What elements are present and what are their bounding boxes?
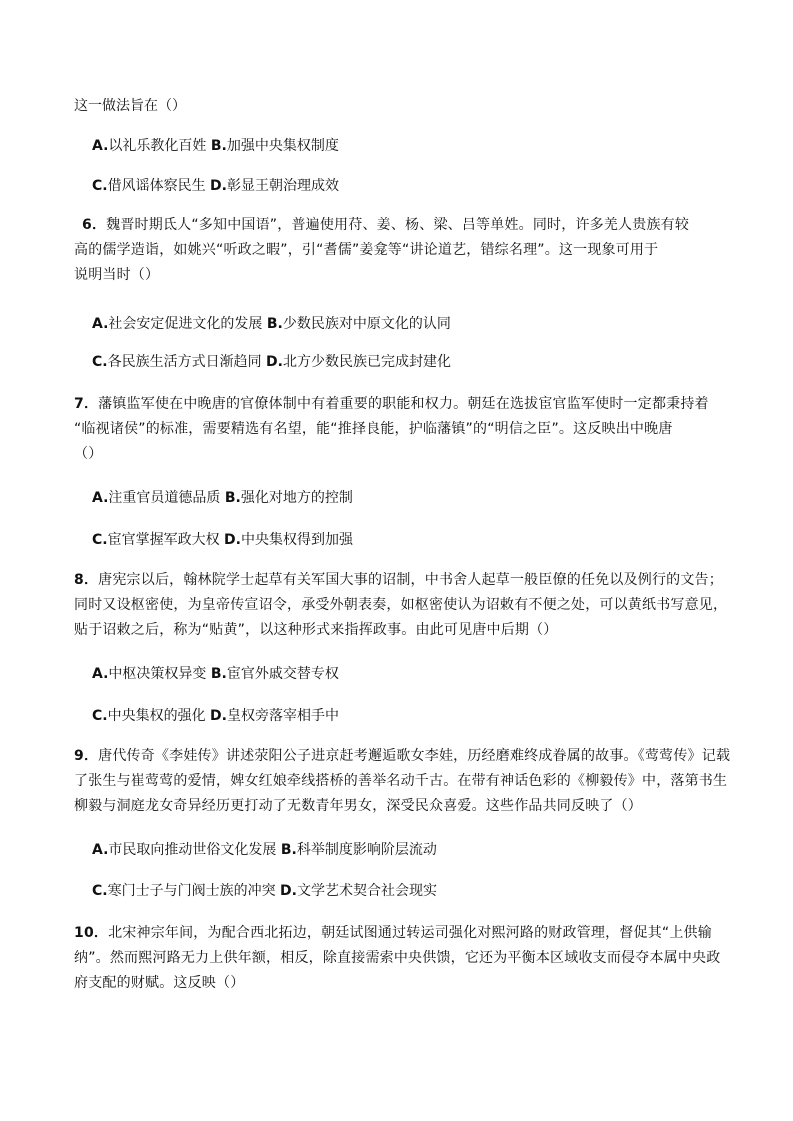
q5-option-a-text: 以礼乐教化百姓 (108, 138, 207, 154)
q9-option-a-text: 市民取向推动世俗文化发展 (108, 842, 277, 858)
q9-options-row-1 (92, 840, 437, 860)
q5-options-row-1 (92, 136, 339, 156)
q6-options-row-2 (92, 352, 451, 372)
q7-option-d-text: 中央集权得到加强 (241, 532, 353, 548)
q6-number: 6． (82, 217, 107, 233)
q5-option-a-letter: A. (92, 138, 109, 154)
q9-number: 9． (74, 748, 99, 764)
q9-option-c-text: 寒门士子与门阀士族的冲突 (107, 883, 276, 899)
q9-option-b-letter: B. (280, 842, 297, 858)
q7-option-c-letter: C. (92, 532, 108, 548)
q7-options-row-1 (92, 488, 353, 508)
q9-option-a-letter: A. (92, 842, 109, 858)
q6-option-a-text: 社会安定促进文化的发展 (108, 316, 263, 332)
q5-stem-tail: 这一做法旨在（） (74, 98, 186, 114)
q8-option-c-text: 中央集权的强化 (107, 708, 206, 724)
q6-option-a-letter: A. (92, 316, 109, 332)
q6-line-3: 说明当时（） (74, 267, 160, 283)
q10-line-1: 北宋神宗年间，为配合西北拓边，朝廷试图通过转运司强化对熙河路的财政管理，督促其“上供输 (108, 925, 712, 941)
q9-option-d-letter: D. (280, 883, 297, 899)
q7-option-d-letter: D. (224, 532, 241, 548)
q7-line-2: “临视诸侯”的标准，需要精选有名望，能“推择良能，护临藩镇”的“明信之臣”。这反映出中晚唐 (74, 421, 673, 437)
q7-number: 7． (74, 396, 99, 412)
q6-option-c-letter: C. (92, 354, 108, 370)
q8-number: 8． (74, 572, 99, 588)
q10-number: 10． (74, 925, 109, 941)
q7-option-c-text: 宦官掌握军政大权 (107, 532, 220, 548)
q7-options-row-2 (92, 530, 353, 550)
q8-option-b-text: 宦官外戚交替专权 (226, 666, 339, 682)
q9-line-2: 了张生与崔莺莺的爱情，婢女红娘牵线搭桥的善举名动千古。在带有神话色彩的《柳毅传》中，落第书生 (74, 773, 728, 789)
q8-line-2: 同时又设枢密使，为皇帝传宣诏令，承受外朝表奏，如枢密使认为诏敕有不便之处，可以黄纸书写意见， (74, 597, 728, 613)
q8-line-3: 贴于诏敕之后，称为“贴黄”，以这种形式来指挥政事。由此可见唐中后期（） (74, 622, 558, 638)
q6-line-2: 高的儒学造诣，如姚兴“听政之暇”，引“耆儒”姜龛等“讲论道艺，错综名理”。这一现象可用于 (74, 242, 659, 258)
q7-option-b-letter: B. (224, 490, 241, 506)
q8-options-row-2 (92, 706, 339, 726)
q7-line-3: （） (74, 446, 103, 462)
q7-option-a-letter: A. (92, 490, 109, 506)
q6-option-b-text: 少数民族对中原文化的认同 (282, 316, 451, 332)
q6-line-1: 魏晋时期氐人“多知中国语”，普遍使用苻、姜、杨、梁、吕等单姓。同时，许多羌人贵族有较 (106, 217, 690, 233)
q8-option-a-letter: A. (92, 666, 109, 682)
q6-option-d-text: 北方少数民族已完成封建化 (283, 354, 451, 370)
q8-options-row-1 (92, 664, 339, 684)
q6-option-d-letter: D. (266, 354, 283, 370)
q5-option-d-text: 彰显王朝治理成效 (227, 178, 339, 194)
q8-option-c-letter: C. (92, 708, 108, 724)
q5-option-c-letter: C. (92, 178, 108, 194)
q5-option-b-text: 加强中央集权制度 (226, 138, 339, 154)
q10-line-2: 纳”。然而熙河路无力上供年额，相反，除直接需索中央供馈，它还为平衡本区域收支而侵夺本属中央政 (74, 950, 721, 966)
q9-line-3: 柳毅与洞庭龙女奇异经历更打动了无数青年男女，深受民众喜爱。这些作品共同反映了（） (74, 798, 642, 814)
q5-option-d-letter: D. (210, 178, 227, 194)
q10-line-3: 府支配的财赋。这反映（） (74, 975, 245, 991)
q5-options-row-2 (92, 176, 339, 196)
q6-option-b-letter: B. (266, 316, 283, 332)
q8-option-a-text: 中枢决策权异变 (108, 666, 207, 682)
q9-options-row-2 (92, 881, 437, 901)
q9-line-1: 唐代传奇《李娃传》讲述荥阳公子进京赶考邂逅歌女李娃，历经磨难终成眷属的故事。《莺莺传》记载 (98, 748, 731, 764)
q7-stem (74, 392, 724, 467)
q6-option-c-text: 各民族生活方式日渐趋同 (107, 354, 262, 370)
q9-option-d-text: 文学艺术契合社会现实 (297, 883, 437, 899)
q6-stem (74, 213, 724, 288)
q7-line-1: 藩镇监军使在中晚唐的官僚体制中有着重要的职能和权力。朝廷在选拔宦官监军使时一定都秉持着 (98, 396, 709, 412)
q8-option-d-text: 皇权旁落宰相手中 (227, 708, 339, 724)
q8-option-d-letter: D. (210, 708, 227, 724)
q7-option-b-text: 强化对地方的控制 (240, 490, 353, 506)
q9-option-b-text: 科举制度影响阶层流动 (296, 842, 437, 858)
q8-stem (74, 568, 728, 643)
q8-line-1: 唐宪宗以后，翰林院学士起草有关军国大事的诏制，中书舍人起草一般臣僚的任免以及例行的文告； (98, 572, 723, 588)
q5-option-c-text: 借风谣体察民生 (107, 178, 206, 194)
q5-option-b-letter: B. (210, 138, 227, 154)
q9-option-c-letter: C. (92, 883, 108, 899)
q8-option-b-letter: B. (210, 666, 227, 682)
q6-options-row-1 (92, 314, 451, 334)
q9-stem (74, 744, 731, 819)
q7-option-a-text: 注重官员道德品质 (108, 490, 221, 506)
q10-stem (74, 921, 724, 996)
